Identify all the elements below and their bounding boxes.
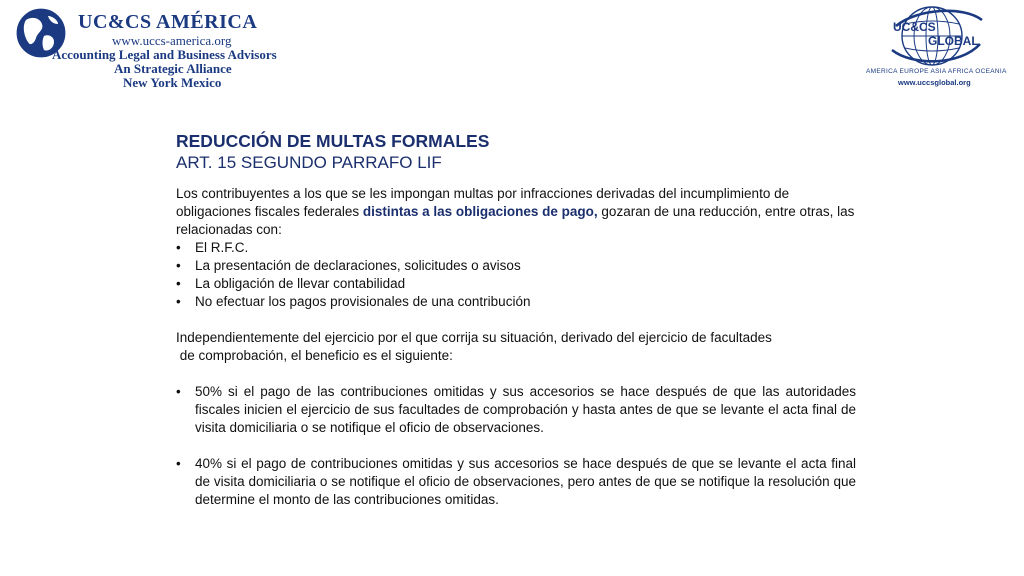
- list-item: • El R.F.C.: [176, 239, 856, 257]
- main-content: [176, 130, 856, 509]
- benefit-intro-line-1: Independientemente del ejercicio por el que corrija su situación, derivado del ejercicio de facultades: [176, 330, 772, 345]
- benefits-list: [176, 455, 856, 509]
- brand-website: www.uccs-america.org: [112, 33, 232, 48]
- uccs-global-logo: [860, 4, 1016, 88]
- benefit-intro-line-2: de comprobación, el beneficio es el siguiente:: [176, 348, 453, 363]
- list-item: • No efectuar los pagos provisionales de una contribución: [176, 293, 856, 311]
- global-name-line-2: GLOBAL: [928, 34, 979, 48]
- intro-text: Los contribuyentes a los que se les impongan multas por infracciones derivadas del incumplimiento de obligaciones fiscales federales: [176, 186, 790, 219]
- obligations-list: [176, 239, 856, 311]
- spacer: [176, 311, 856, 329]
- spacer: [176, 365, 856, 383]
- brand-locations: New York Mexico: [123, 75, 222, 90]
- spacer: [176, 437, 856, 455]
- brand-title: UC&CS AMÉRICA: [78, 11, 258, 33]
- global-regions: AMERICA EUROPE ASIA AFRICA OCEANIA: [866, 68, 1007, 75]
- intro-paragraph: [176, 185, 856, 239]
- benefits-list: [176, 383, 856, 437]
- page-title: REDUCCIÓN DE MULTAS FORMALES: [176, 131, 490, 151]
- brand-alliance: An Strategic Alliance: [114, 61, 232, 76]
- brand-tagline: Accounting Legal and Business Advisors: [52, 47, 277, 62]
- intro-emphasis: distintas a las obligaciones de pago,: [362, 204, 598, 219]
- page-subtitle: ART. 15 SEGUNDO PARRAFO LIF: [176, 153, 442, 172]
- intro-text-end: gozaran de una reducción, entre otras, las relacionadas con:: [176, 204, 855, 237]
- list-item: • La presentación de declaraciones, solicitudes o avisos: [176, 257, 856, 275]
- list-item: • La obligación de llevar contabilidad: [176, 275, 856, 293]
- uccs-america-logo: [14, 6, 334, 90]
- benefit-item: • 40% si el pago de contribuciones omitidas y sus accesorios se hace después de que se levante el acta final de visita domiciliaria o se notifique el oficio de observaciones, pero antes de que se notifique la resolución que determine el monto de las contribuciones omitidas.: [176, 455, 856, 509]
- global-name-line-1: UC&CS: [893, 20, 936, 34]
- global-website: www.uccsglobal.org: [898, 78, 971, 87]
- benefit-item: • 50% si el pago de las contribuciones omitidas y sus accesorios se hace después de que las autoridades fiscales inicien el ejercicio de sus facultades de comprobación y hasta antes de que se levante el acta final de visita domiciliaria o se notifique el oficio de observaciones.: [176, 383, 856, 437]
